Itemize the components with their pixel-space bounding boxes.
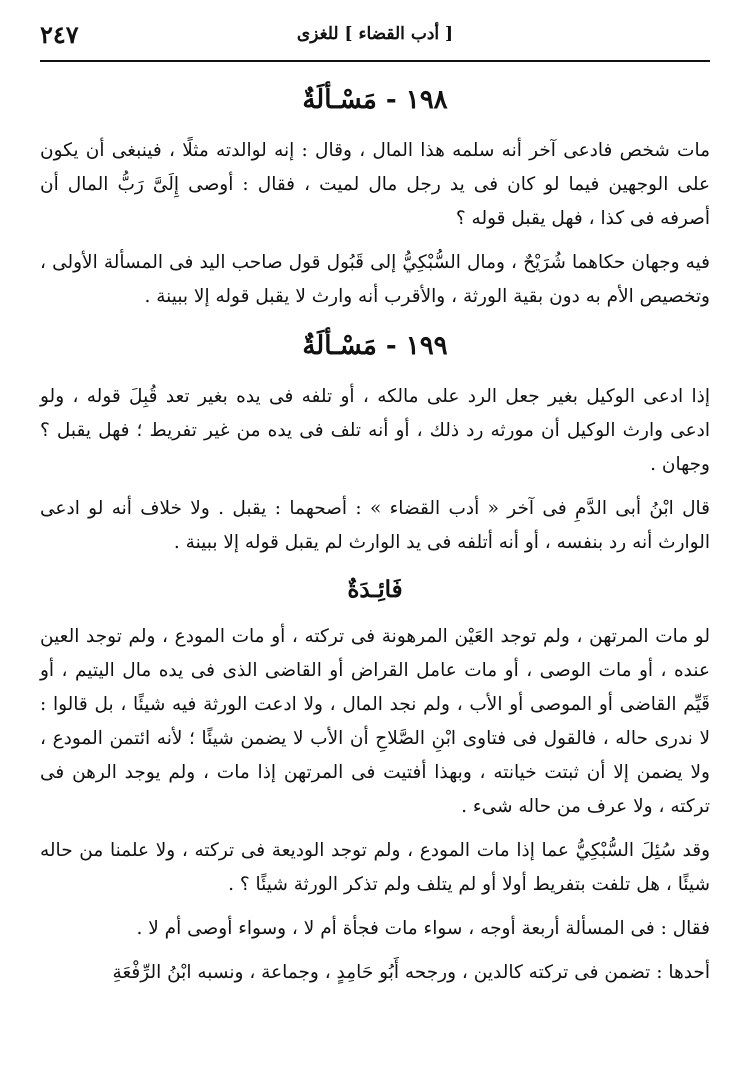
paragraph: مات شخص فادعى آخر أنه سلمه هذا المال ، وقال : إنه لوالدته مثلًا ، فينبغى أن يكون على الوجهين فيما لو كان فى يد رجل مال لميت ، فقال : أوصى إِلَىَّ رَبُّ المال أن أصرفه فى كذا ، فهل يقبل قوله ؟: [40, 140, 710, 229]
paragraph: إذا ادعى الوكيل بغير جعل الرد على مالكه ، أو تلفه فى يده بغير تعد قُبِلَ قوله ، ولو ادعى وارث الوكيل أن مورثه رد ذلك ، أو أنه تلف فى يده من غير تفريط ؛ فهل يقبل ؟ وجهان .: [40, 386, 710, 475]
paragraph: قال ابْنُ أبى الدَّمِ فى آخر « أدب القضاء » : أصحهما : يقبل . ولا خلاف أنه لو ادعى الوارث أنه رد بنفسه ، أو أنه أتلفه فى يد الوارث لم يقبل قوله إلا ببينة .: [40, 498, 710, 553]
section-heading-198: ١٩٨ - مَسْـألَةٌ: [302, 85, 448, 115]
section-heading-benefit: فَائِـدَةٌ: [347, 576, 403, 603]
paragraph: أحدها : تضمن فى تركته كالدين ، ورجحه أَبُو حَامِدٍ ، وجماعة ، ونسبه ابْنُ الرِّفْعَةِ: [112, 962, 710, 983]
running-title: [ أدب القضاء ] للغزى: [296, 24, 454, 44]
page-body: [40, 72, 710, 1000]
section-heading-199: ١٩٩ - مَسْـألَةٌ: [302, 331, 448, 361]
paragraph: فقال : فى المسألة أربعة أوجه ، سواء مات فجأة أم لا ، وسواء أوصى أم لا .: [136, 918, 710, 939]
paragraph: وقد سُئِلَ السُّبْكِيُّ عما إذا مات المودع ، ولم توجد الوديعة فى تركته ، ولا علمنا من حاله شيئًا ، هل تلفت بتفريط أولا أو لم يتلف ولم تذكر الورثة شيئًا ؟ .: [40, 840, 710, 895]
paragraph: فيه وجهان حكاهما شُرَيْحٌ ، ومال السُّبْكِيُّ إلى قَبُول قول صاحب اليد فى المسألة الأولى ، وتخصيص الأم به دون بقية الورثة ، والأقرب أنه وارث لا يقبل قوله إلا ببينة .: [40, 252, 710, 307]
header-divider: [40, 60, 710, 62]
paragraph: لو مات المرتهن ، ولم توجد العَيْن المرهونة فى تركته ، أو مات المودع ، ولم توجد العين عنده ، أو مات الوصى ، أو مات عامل القراض أو القاضى الذى فى يده مال اليتيم ، أو قَيِّم القاضى أو الموصى أو الأب ، ولم نجد المال ، ولا ادعت الورثة فيه شيئًا ، بل قالوا : لا ندرى حاله ، فالقول فى فتاوى ابْنِ الصَّلاحِ أن الأب لا يضمن شيئًا ؛ لأنه ائتمن المودع ، ولا يضمن إلا أن ثبتت خيانته ، وبهذا أفتيت فى المرتهن إذا مات ، ولم يوجد الرهن فى تركته ، ولا عرف من حاله شىء .: [40, 626, 710, 817]
page-number: ٢٤٧: [40, 20, 79, 49]
page-header: [40, 18, 710, 58]
